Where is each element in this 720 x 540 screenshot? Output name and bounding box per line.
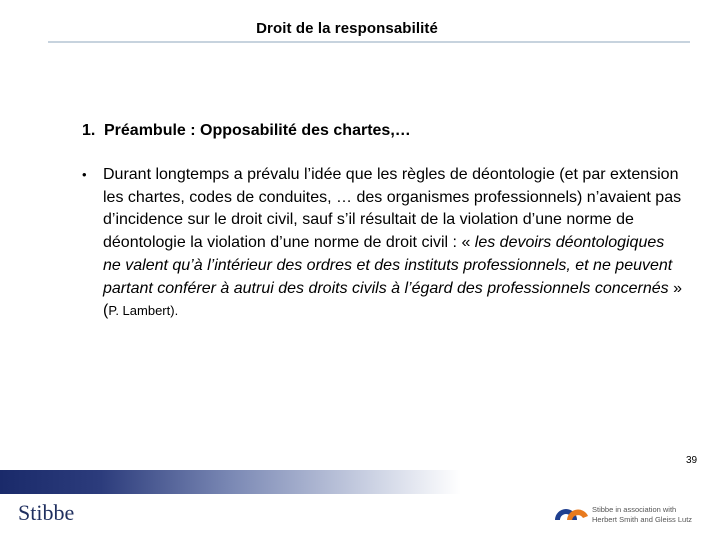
citation: P. Lambert). xyxy=(108,303,179,319)
bullet-icon: • xyxy=(82,167,87,182)
quote-close: » ( xyxy=(103,279,682,320)
bullet-text-body: Durant longtemps a prévalu l’idée que les règles de déontologie (et par extension les chartes, codes de conduites, … des organismes professionnels) n’avaient pas d’incidence sur le droit civil, sauf s’il résultait de la violation d’une norme de déontologie la violation d’une norme de droit civil : « xyxy=(103,166,682,252)
lambert-quote: les devoirs déontologiques ne valent qu’à l’intérieur des ordres et des instituts professionnels, et ne peuvent partant conférer à autrui des droits civils à l’égard des professionnels concernés xyxy=(103,234,673,297)
slide-title: Droit de la responsabilité xyxy=(256,20,438,37)
section-title: Préambule : Opposabilité des chartes,… xyxy=(104,122,411,139)
partner-logo-icon xyxy=(553,502,589,522)
section-number: 1. xyxy=(82,122,96,139)
bullet-paragraph xyxy=(82,164,682,323)
partner-line-1: Stibbe in association with xyxy=(592,505,677,514)
footer-gradient-band xyxy=(0,470,720,494)
section-heading xyxy=(82,122,411,140)
partner-text xyxy=(592,505,692,525)
partner-line-2: Herbert Smith and Gleiss Lutz xyxy=(592,515,693,524)
stibbe-logo: Stibbe xyxy=(18,500,75,525)
title-divider xyxy=(48,41,690,43)
page-number: 39 xyxy=(686,455,698,466)
bullet-text xyxy=(82,164,682,323)
